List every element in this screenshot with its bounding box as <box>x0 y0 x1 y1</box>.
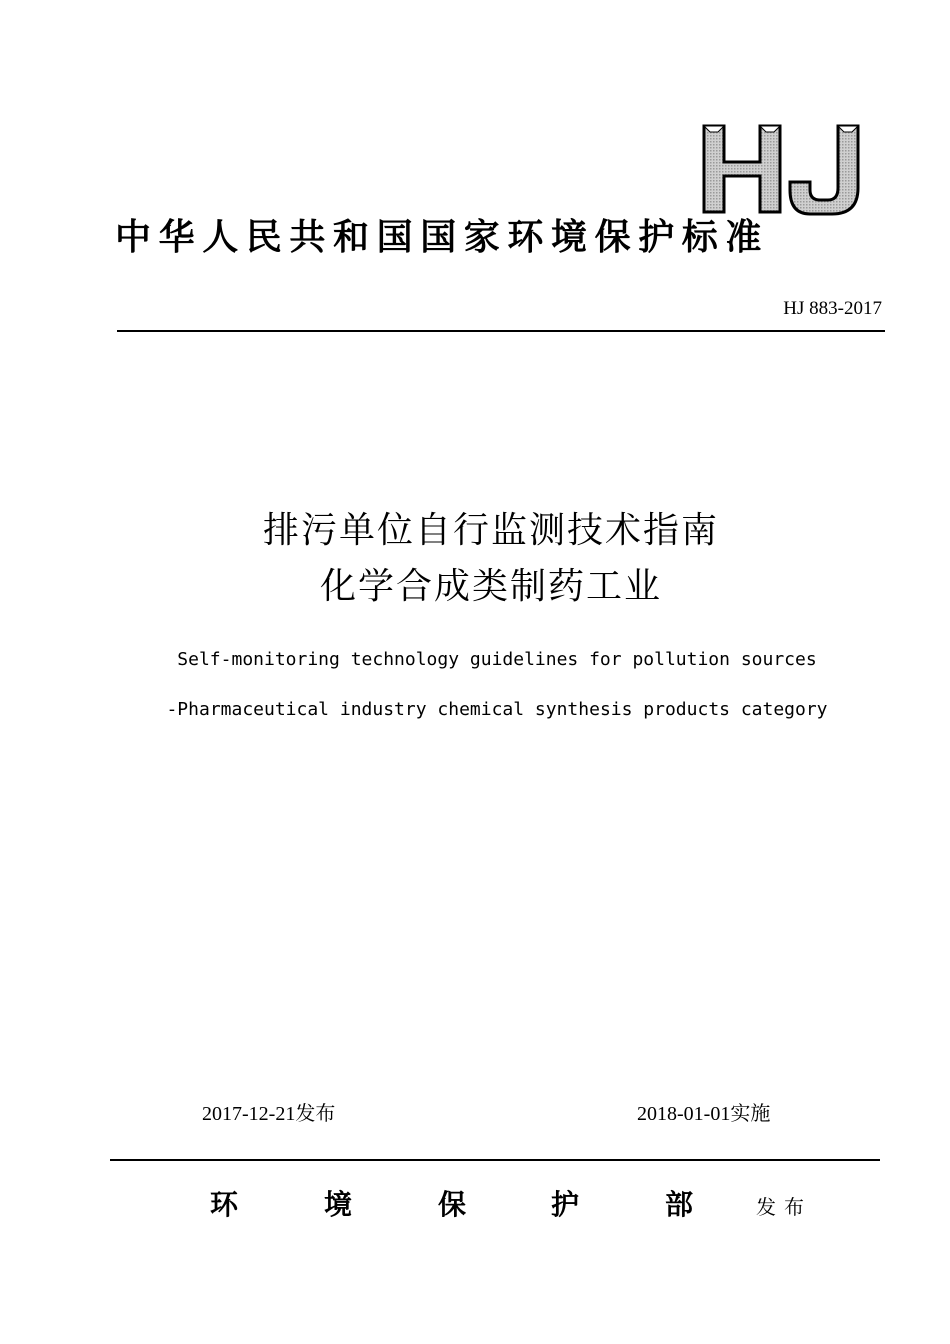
hj-logo <box>698 120 868 220</box>
document-title-en-line2: -Pharmaceutical industry chemical synthesis products category <box>166 699 828 720</box>
logo-letter-h <box>704 126 780 212</box>
issuing-authority-title: 中华人民共和国国家环境保护标准 <box>115 217 770 258</box>
issue-date: 2017-12-21发布 <box>202 1103 336 1125</box>
publisher-char: 部 <box>665 1188 694 1221</box>
logo-letter-j <box>790 126 858 214</box>
publisher-char: 护 <box>551 1188 580 1221</box>
publisher-char: 境 <box>324 1188 353 1221</box>
document-title-cn-line2: 化学合成类制药工业 <box>319 566 662 607</box>
document-title-cn-line1: 排污单位自行监测技术指南 <box>262 510 719 551</box>
publisher-char: 环 <box>210 1188 239 1221</box>
bottom-divider <box>110 1159 880 1161</box>
document-title-en-line1: Self-monitoring technology guidelines for pollution sources <box>177 649 817 670</box>
effective-date: 2018-01-01实施 <box>637 1103 771 1125</box>
top-divider <box>117 330 885 332</box>
publisher-char: 保 <box>438 1188 467 1221</box>
publish-label: 发布 <box>756 1195 812 1219</box>
standard-number: HJ 883-2017 <box>783 298 882 319</box>
